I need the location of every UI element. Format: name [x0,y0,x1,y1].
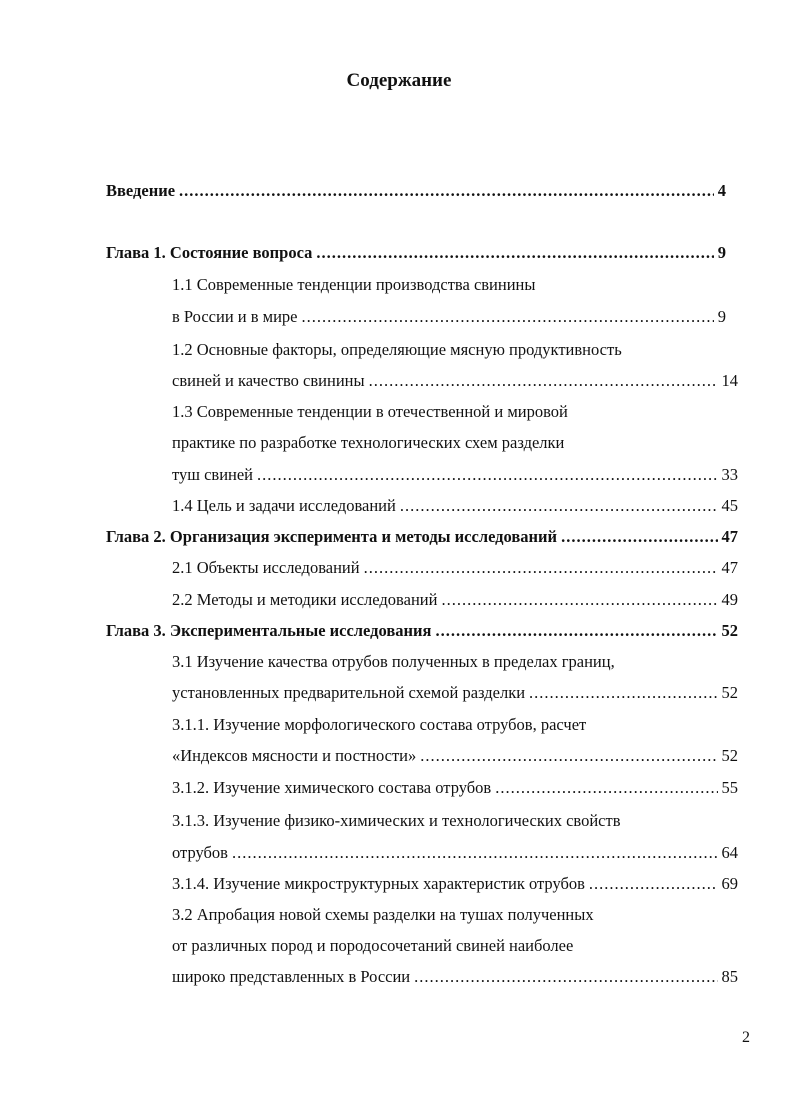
toc-entry-text: Введение [106,181,176,200]
toc-entry-1-1-line1: 1.1 Современные тенденции производства свинины [172,275,536,294]
toc-entry-2-2 [172,589,738,611]
leader-dots [589,873,718,895]
toc-entry-page: 47 [721,558,738,577]
toc-entry-intro [106,180,726,202]
toc-entry-page: 33 [721,465,738,484]
toc-entry-3-1-3 [172,842,738,864]
leader-dots [414,966,717,988]
leader-dots [369,370,718,392]
leader-dots [302,306,714,328]
toc-entry-page: 64 [721,843,738,862]
toc-entry-page: 9 [717,307,726,326]
toc-entry-page: 4 [717,181,726,200]
leader-dots [400,495,718,517]
toc-entry-text: 3.1.2. Изучение химического состава отрубов [172,778,492,797]
toc-entry-3-1-2 [172,777,738,799]
leader-dots [179,180,714,202]
toc-entry-page: 14 [721,371,738,390]
toc-entry-3-2 [172,966,738,988]
toc-entry-text: отрубов [172,843,228,862]
toc-entry-text: в России и в мире [172,307,298,326]
toc-entry-page: 49 [721,590,738,609]
toc-entry-page: 45 [721,496,738,515]
leader-dots [441,589,717,611]
leader-dots [561,526,717,548]
toc-entry-3-2-line2: от различных пород и породосочетаний свиней наиболее [172,936,574,955]
toc-entry-1-3-line2: практике по разработке технологических схем разделки [172,433,565,452]
leader-dots [495,777,717,799]
toc-entry-text: 3.1.4. Изучение микроструктурных характеристик отрубов [172,874,585,893]
leader-dots [529,682,717,704]
toc-entry-text: туш свиней [172,465,254,484]
leader-dots [364,557,718,579]
toc-entry-text: Глава 3. Экспериментальные исследования [106,621,432,640]
toc-entry-2-1 [172,557,738,579]
toc-entry-page: 47 [721,527,738,546]
toc-entry-3-1-3-line1: 3.1.3. Изучение физико-химических и технологических свойств [172,811,621,830]
toc-entry-text: установленных предварительной схемой разделки [172,683,526,702]
toc-entry-1-1 [172,306,726,328]
leader-dots [316,242,713,264]
leader-dots [435,620,717,642]
toc-entry-text: 1.4 Цель и задачи исследований [172,496,396,515]
toc-entry-chapter-2 [106,526,738,548]
leader-dots [232,842,718,864]
toc-entry-page: 9 [717,243,726,262]
leader-dots [420,745,717,767]
toc-entry-page: 85 [721,967,738,986]
leader-dots [257,464,717,486]
toc-entry-3-1-1-line1: 3.1.1. Изучение морфологического состава отрубов, расчет [172,715,587,734]
toc-entry-page: 55 [721,778,738,797]
toc-entry-text: «Индексов мясности и постности» [172,746,417,765]
toc-entry-3-1-4 [172,873,738,895]
toc-entry-page: 52 [721,746,738,765]
toc-entry-text: 2.2 Методы и методики исследований [172,590,438,609]
toc-entry-1-3 [172,464,738,486]
toc-entry-3-1-line1: 3.1 Изучение качества отрубов полученных в пределах границ, [172,652,615,671]
toc-entry-3-2-line1: 3.2 Апробация новой схемы разделки на тушах полученных [172,905,594,924]
toc-entry-text: свиней и качество свинины [172,371,365,390]
toc-entry-text: Глава 2. Организация эксперимента и методы исследований [106,527,558,546]
page-number: 2 [742,1029,750,1046]
toc-entry-1-2-line1: 1.2 Основные факторы, определяющие мясную продуктивность [172,340,622,359]
toc-entry-chapter-3 [106,620,738,642]
toc-entry-1-3-line1: 1.3 Современные тенденции в отечественной и мировой [172,402,568,421]
toc-entry-text: Глава 1. Состояние вопроса [106,243,313,262]
toc-entry-chapter-1 [106,242,726,264]
toc-entry-page: 69 [721,874,738,893]
toc-entry-3-1-1 [172,745,738,767]
toc-entry-text: широко представленных в России [172,967,411,986]
toc-entry-1-2 [172,370,738,392]
page-title: Содержание [346,70,452,91]
toc-entry-page: 52 [721,621,738,640]
toc-entry-1-4 [172,495,738,517]
toc-entry-page: 52 [721,683,738,702]
toc-entry-text: 2.1 Объекты исследований [172,558,360,577]
toc-entry-3-1 [172,682,738,704]
